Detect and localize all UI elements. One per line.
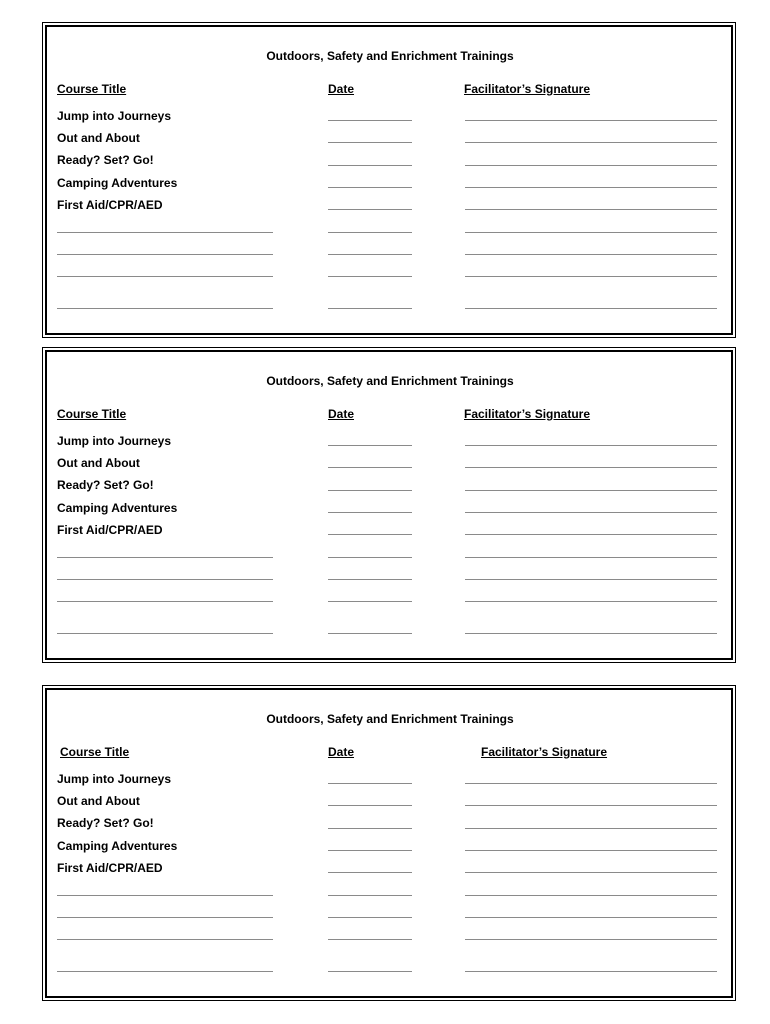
signature-blank[interactable] bbox=[465, 917, 717, 918]
course-name: Camping Adventures bbox=[57, 839, 178, 853]
signature-header: Facilitator’s Signature bbox=[464, 82, 591, 96]
date-blank[interactable] bbox=[328, 445, 412, 446]
date-blank[interactable] bbox=[328, 971, 412, 972]
date-blank[interactable] bbox=[328, 939, 412, 940]
date-header: Date bbox=[328, 407, 355, 421]
course-title-header: Course Title bbox=[60, 745, 130, 759]
signature-blank[interactable] bbox=[465, 490, 717, 491]
course-name: Out and About bbox=[57, 456, 140, 470]
signature-blank[interactable] bbox=[465, 232, 717, 233]
date-blank[interactable] bbox=[328, 209, 412, 210]
date-blank[interactable] bbox=[328, 579, 412, 580]
date-blank[interactable] bbox=[328, 850, 412, 851]
course-title-header: Course Title bbox=[57, 407, 127, 421]
signature-blank[interactable] bbox=[465, 633, 717, 634]
training-card-2 bbox=[42, 347, 736, 663]
course-title-blank[interactable] bbox=[57, 254, 273, 255]
date-blank[interactable] bbox=[328, 512, 412, 513]
signature-header: Facilitator’s Signature bbox=[464, 407, 591, 421]
card-title: Outdoors, Safety and Enrichment Trainings bbox=[266, 712, 514, 726]
course-title-blank[interactable] bbox=[57, 939, 273, 940]
date-blank[interactable] bbox=[328, 254, 412, 255]
course-name: Camping Adventures bbox=[57, 176, 178, 190]
course-title-blank[interactable] bbox=[57, 557, 273, 558]
signature-header: Facilitator’s Signature bbox=[481, 745, 608, 759]
signature-blank[interactable] bbox=[465, 557, 717, 558]
signature-blank[interactable] bbox=[465, 512, 717, 513]
date-blank[interactable] bbox=[328, 276, 412, 277]
course-title-blank[interactable] bbox=[57, 601, 273, 602]
date-blank[interactable] bbox=[328, 805, 412, 806]
course-name: Out and About bbox=[57, 794, 140, 808]
course-title-header: Course Title bbox=[57, 82, 127, 96]
signature-blank[interactable] bbox=[465, 895, 717, 896]
date-blank[interactable] bbox=[328, 828, 412, 829]
course-title-blank[interactable] bbox=[57, 232, 273, 233]
course-title-blank[interactable] bbox=[57, 917, 273, 918]
date-blank[interactable] bbox=[328, 783, 412, 784]
signature-blank[interactable] bbox=[465, 276, 717, 277]
signature-blank[interactable] bbox=[465, 165, 717, 166]
signature-blank[interactable] bbox=[465, 445, 717, 446]
course-name: First Aid/CPR/AED bbox=[57, 861, 163, 875]
date-blank[interactable] bbox=[328, 232, 412, 233]
date-blank[interactable] bbox=[328, 165, 412, 166]
course-name: Jump into Journeys bbox=[57, 434, 172, 448]
signature-blank[interactable] bbox=[465, 120, 717, 121]
date-blank[interactable] bbox=[328, 308, 412, 309]
course-name: Ready? Set? Go! bbox=[57, 816, 154, 830]
date-blank[interactable] bbox=[328, 633, 412, 634]
course-name: Ready? Set? Go! bbox=[57, 153, 154, 167]
date-blank[interactable] bbox=[328, 142, 412, 143]
course-name: Jump into Journeys bbox=[57, 109, 172, 123]
course-title-blank[interactable] bbox=[57, 276, 273, 277]
course-title-blank[interactable] bbox=[57, 308, 273, 309]
card-title: Outdoors, Safety and Enrichment Trainings bbox=[266, 49, 514, 63]
signature-blank[interactable] bbox=[465, 939, 717, 940]
date-blank[interactable] bbox=[328, 917, 412, 918]
signature-blank[interactable] bbox=[465, 467, 717, 468]
signature-blank[interactable] bbox=[465, 254, 717, 255]
training-card-3 bbox=[42, 685, 736, 1001]
signature-blank[interactable] bbox=[465, 601, 717, 602]
date-blank[interactable] bbox=[328, 467, 412, 468]
course-name: Camping Adventures bbox=[57, 501, 178, 515]
course-name: First Aid/CPR/AED bbox=[57, 523, 163, 537]
date-header: Date bbox=[328, 82, 355, 96]
date-blank[interactable] bbox=[328, 895, 412, 896]
signature-blank[interactable] bbox=[465, 534, 717, 535]
signature-blank[interactable] bbox=[465, 971, 717, 972]
signature-blank[interactable] bbox=[465, 142, 717, 143]
signature-blank[interactable] bbox=[465, 579, 717, 580]
training-card-1 bbox=[42, 22, 736, 338]
course-name: Out and About bbox=[57, 131, 140, 145]
signature-blank[interactable] bbox=[465, 209, 717, 210]
course-title-blank[interactable] bbox=[57, 633, 273, 634]
course-name: Jump into Journeys bbox=[57, 772, 172, 786]
date-blank[interactable] bbox=[328, 490, 412, 491]
date-blank[interactable] bbox=[328, 187, 412, 188]
signature-blank[interactable] bbox=[465, 850, 717, 851]
date-header: Date bbox=[328, 745, 355, 759]
course-title-blank[interactable] bbox=[57, 895, 273, 896]
course-title-blank[interactable] bbox=[57, 971, 273, 972]
date-blank[interactable] bbox=[328, 534, 412, 535]
card-title: Outdoors, Safety and Enrichment Trainings bbox=[266, 374, 514, 388]
signature-blank[interactable] bbox=[465, 872, 717, 873]
signature-blank[interactable] bbox=[465, 805, 717, 806]
signature-blank[interactable] bbox=[465, 187, 717, 188]
date-blank[interactable] bbox=[328, 557, 412, 558]
course-name: First Aid/CPR/AED bbox=[57, 198, 163, 212]
course-name: Ready? Set? Go! bbox=[57, 478, 154, 492]
signature-blank[interactable] bbox=[465, 783, 717, 784]
date-blank[interactable] bbox=[328, 872, 412, 873]
course-title-blank[interactable] bbox=[57, 579, 273, 580]
date-blank[interactable] bbox=[328, 601, 412, 602]
signature-blank[interactable] bbox=[465, 828, 717, 829]
date-blank[interactable] bbox=[328, 120, 412, 121]
signature-blank[interactable] bbox=[465, 308, 717, 309]
